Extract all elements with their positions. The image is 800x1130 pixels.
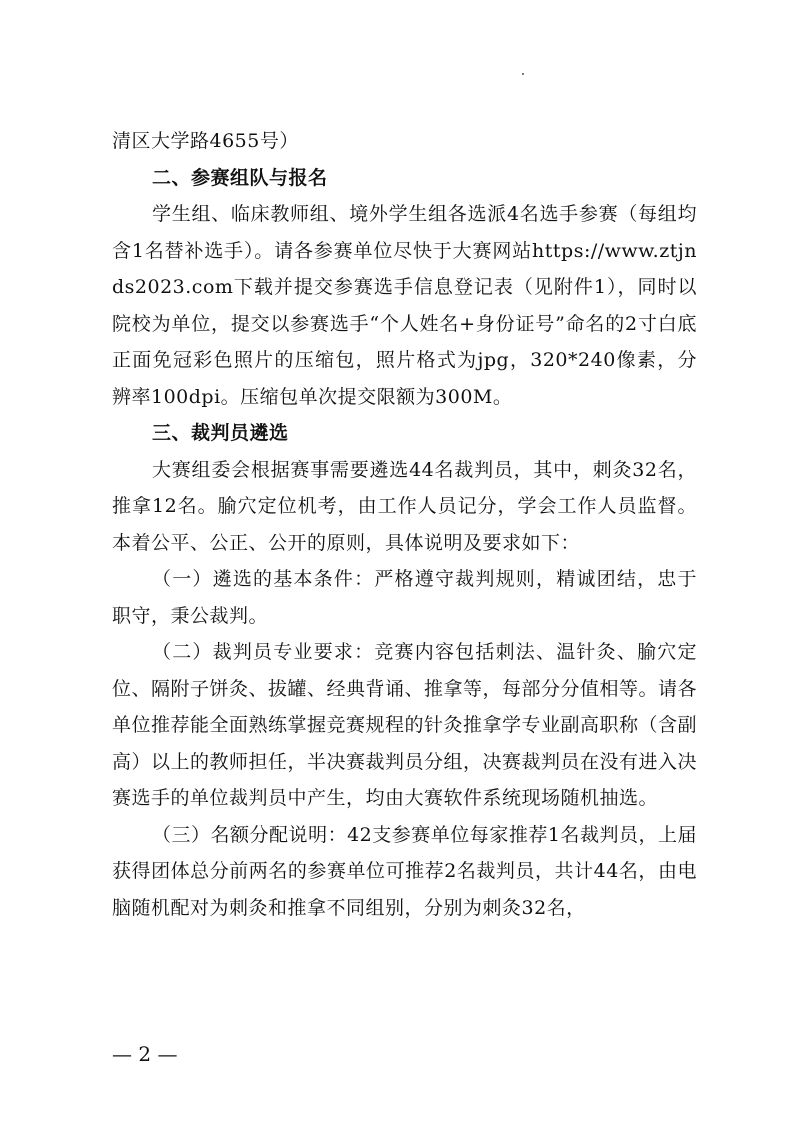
scan-speck <box>522 73 524 75</box>
paragraph-referee-overview: 大赛组委会根据赛事需要遴选44名裁判员，其中，刺灸32名，推拿12名。腧穴定位机考，由工作人员记分，学会工作人员监督。本着公平、公正、公开的原则，具体说明及要求如下： <box>112 458 697 554</box>
paragraph-registration-details: 学生组、临床教师组、境外学生组各选派4名选手参赛（每组均含1名替补选手）。请各参赛单位尽快于大赛网站https://www.ztjnds2023.com下载并提交参赛选手信息登记表（见附件1），同时以院校为单位，提交以参赛选手“个人姓名+身份证号”命名的2寸白底正面免冠彩色照片的压缩包，照片格式为jpg，320*240像素，分辨率100dpi。压缩包单次提交限额为300M。 <box>112 203 697 408</box>
paragraph-quota-allocation: （三）名额分配说明：42支参赛单位每家推荐1名裁判员，上届获得团体总分前两名的参赛单位可推荐2名裁判员，共计44名，由电脑随机配对为刺灸和推拿不同组别，分别为刺灸32名， <box>112 823 697 919</box>
paragraph-basic-conditions: （一）遴选的基本条件：严格遵守裁判规则，精诚团结，忠于职守，秉公裁判。 <box>112 568 697 627</box>
section-heading-registration: 二、参赛组队与报名 <box>152 166 328 189</box>
section-heading-referee-selection: 三、裁判员遴选 <box>152 422 289 444</box>
paragraph-address-continuation: 清区大学路4655号） <box>112 130 299 152</box>
page-number: — 2 — <box>112 1042 178 1066</box>
document-body <box>112 123 697 926</box>
paragraph-professional-requirements: （二）裁判员专业要求：竞赛内容包括刺法、温针灸、腧穴定位、隔附子饼灸、拔罐、经典背诵、推拿等，每部分分值相等。请各单位推荐能全面熟练掌握竞赛规程的针灸推拿学专业副高职称（含副高）以上的教师担任，半决赛裁判员分组，决赛裁判员在没有进入决赛选手的单位裁判员中产生，均由大赛软件系统现场随机抽选。 <box>112 641 698 809</box>
